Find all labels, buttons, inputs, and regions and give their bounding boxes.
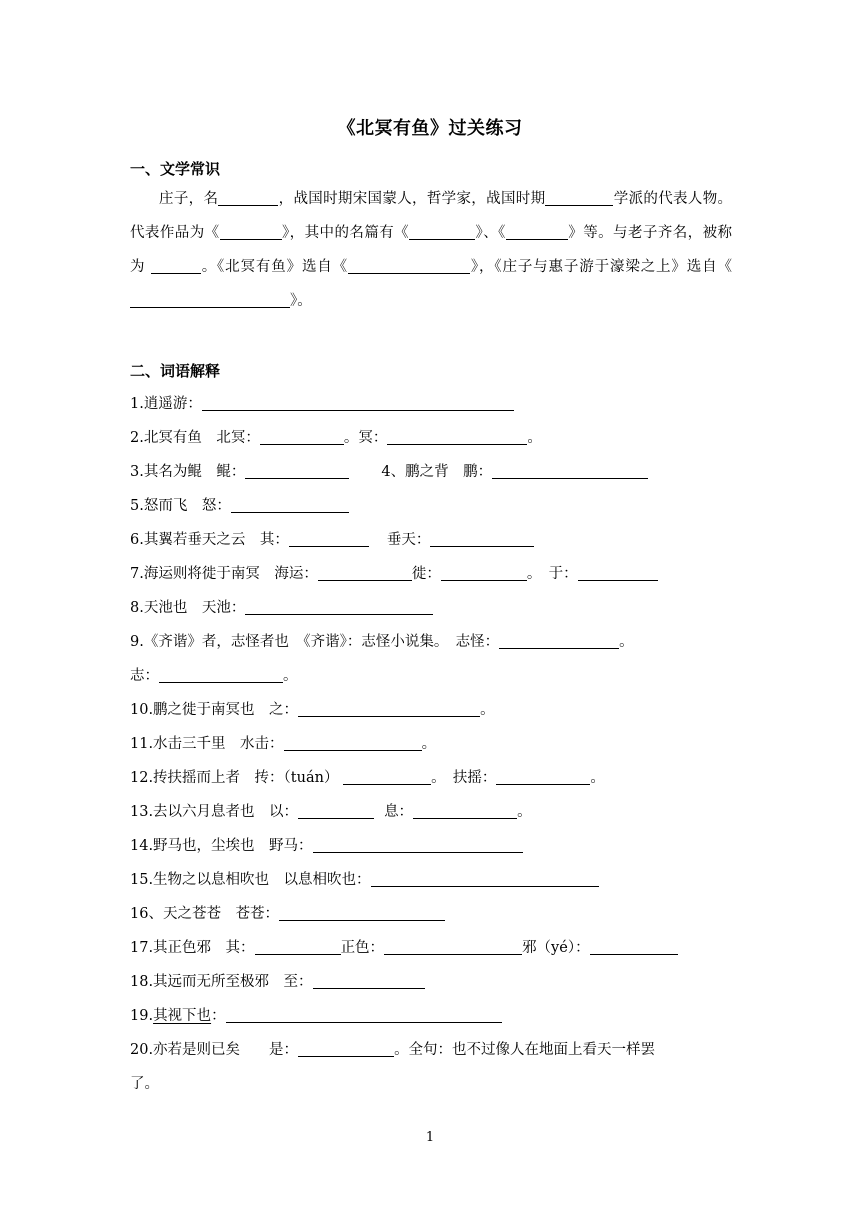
question-20-continued xyxy=(130,1074,159,1094)
question-1 xyxy=(130,394,514,414)
text: 庄子，名 xyxy=(159,191,219,207)
blank-field[interactable] xyxy=(506,223,568,240)
question-text: 。 xyxy=(480,702,495,718)
answer-blank[interactable] xyxy=(245,462,349,479)
text: 》，《庄 xyxy=(470,259,518,275)
question-text: 20.亦若是则已矣 是： xyxy=(130,1042,299,1058)
text: 》，其中的名篇有《 xyxy=(281,225,410,241)
answer-blank[interactable] xyxy=(318,564,412,581)
answer-blank[interactable] xyxy=(313,836,523,853)
answer-blank[interactable] xyxy=(387,428,527,445)
question-11 xyxy=(130,734,436,754)
answer-blank[interactable] xyxy=(298,700,480,717)
answer-blank[interactable] xyxy=(298,1040,394,1057)
blank-field[interactable] xyxy=(545,189,613,206)
question-text: 徙： xyxy=(411,566,441,582)
question-text: 18.其远而无所至极邪 至： xyxy=(130,974,313,990)
question-text: 5.怒而飞 怒： xyxy=(130,498,231,514)
answer-blank[interactable] xyxy=(159,666,283,683)
question-text-underlined: 其视下也 xyxy=(153,1008,212,1024)
answer-blank[interactable] xyxy=(279,904,445,921)
text: 等。与老子齐名，被称为 xyxy=(130,225,733,275)
page-number: 1 xyxy=(425,1130,435,1145)
question-text: 6.其翼若垂天之云 其： xyxy=(130,532,289,548)
answer-blank[interactable] xyxy=(430,530,534,547)
question-text: 。 xyxy=(421,736,437,752)
question-text: 10.鹏之徙于南冥也 之： xyxy=(130,702,299,718)
question-text: 16、天之苍苍 苍苍： xyxy=(130,906,279,922)
answer-blank[interactable] xyxy=(384,938,522,955)
question-8 xyxy=(130,598,433,618)
question-text: 。 xyxy=(283,668,298,684)
question-16 xyxy=(130,904,445,924)
text: ，战国时期宋国蒙人，哲学家，战国时期 xyxy=(278,191,546,207)
section-heading-vocabulary: 二、词语解释 xyxy=(130,362,221,380)
question-15 xyxy=(130,870,599,890)
question-text: 息： xyxy=(384,804,414,820)
section-heading-literature: 一、文学常识 xyxy=(130,160,221,178)
question-9-continued xyxy=(130,666,298,686)
text: 学派的 xyxy=(613,191,659,207)
answer-blank[interactable] xyxy=(496,768,590,785)
answer-blank[interactable] xyxy=(284,734,422,751)
question-text: 。全句：也不过像人在地面上看天一样罢 xyxy=(394,1042,656,1058)
answer-blank[interactable] xyxy=(313,972,425,989)
question-text: 志： xyxy=(130,668,159,684)
answer-blank[interactable] xyxy=(499,632,619,649)
question-text: 垂天： xyxy=(386,532,431,548)
text: 》。 xyxy=(290,293,312,309)
blank-field[interactable] xyxy=(151,257,201,274)
blank-field[interactable] xyxy=(130,291,290,308)
answer-blank[interactable] xyxy=(343,768,431,785)
question-7 xyxy=(130,564,658,584)
question-text: 1.逍遥游： xyxy=(130,396,202,412)
answer-blank[interactable] xyxy=(590,938,678,955)
question-text: 邪（yé）： xyxy=(522,940,590,956)
text: 。《北冥有鱼》选自《 xyxy=(200,259,349,275)
question-text: 。 xyxy=(619,634,634,650)
question-20 xyxy=(130,1040,655,1060)
question-text: 2.北冥有鱼 北冥： xyxy=(130,430,260,446)
text: 代表人物。代表作品为《 xyxy=(130,191,733,241)
answer-blank[interactable] xyxy=(371,870,599,887)
question-text: 。 xyxy=(527,430,542,446)
question-text: 11.水击三千里 水击： xyxy=(130,736,284,752)
blank-field[interactable] xyxy=(348,257,470,274)
text: 》 xyxy=(567,225,584,241)
answer-blank[interactable] xyxy=(202,394,514,411)
question-14 xyxy=(130,836,523,856)
blank-field[interactable] xyxy=(218,189,278,206)
answer-blank[interactable] xyxy=(413,802,517,819)
question-18 xyxy=(130,972,425,992)
answer-blank[interactable] xyxy=(260,428,344,445)
question-text: 。冥： xyxy=(343,430,388,446)
literature-paragraph xyxy=(130,182,732,318)
page-title: 《北冥有鱼》过关练习 xyxy=(337,118,523,139)
question-text: 14.野马也，尘埃也 野马： xyxy=(130,838,313,854)
question-12 xyxy=(130,768,605,788)
question-text: 。 xyxy=(590,770,605,786)
question-text: 3.其名为鲲 鲲： xyxy=(130,464,246,480)
answer-blank[interactable] xyxy=(492,462,648,479)
question-text: 7.海运则将徙于南冥 海运： xyxy=(130,566,318,582)
question-2 xyxy=(130,428,542,448)
text: 子与惠子游于濠梁之上》选自《 xyxy=(517,259,732,275)
question-text: 9.《齐谐》者，志怪者也 《齐谐》：志怪小说集。 志怪： xyxy=(130,634,500,650)
blank-field[interactable] xyxy=(409,223,475,240)
question-17 xyxy=(130,938,678,958)
question-text: 。 扶摇： xyxy=(431,770,497,786)
question-text: 了。 xyxy=(130,1076,159,1092)
question-text: 17.其正色邪 其： xyxy=(130,940,255,956)
question-9 xyxy=(130,632,634,652)
answer-blank[interactable] xyxy=(231,496,349,513)
question-text: 15.生物之以息相吹也 以息相吹也： xyxy=(130,872,371,888)
question-5 xyxy=(130,496,349,516)
question-text: 19. xyxy=(130,1008,154,1024)
question-text: ： xyxy=(211,1008,226,1024)
question-text: 。 xyxy=(517,804,532,820)
blank-field[interactable] xyxy=(220,223,282,240)
question-text: 4、鹏之背 鹏： xyxy=(381,464,493,480)
answer-blank[interactable] xyxy=(578,564,658,581)
text: 》、《 xyxy=(475,225,506,241)
question-13 xyxy=(130,802,532,822)
answer-blank[interactable] xyxy=(226,1006,502,1023)
question-6 xyxy=(130,530,534,550)
answer-blank[interactable] xyxy=(298,802,374,819)
answer-blank[interactable] xyxy=(245,598,433,615)
answer-blank[interactable] xyxy=(255,938,341,955)
question-text: 正色： xyxy=(340,940,385,956)
question-10 xyxy=(130,700,495,720)
question-3-4 xyxy=(130,462,648,482)
answer-blank[interactable] xyxy=(289,530,369,547)
question-text: 13.去以六月息者也 以： xyxy=(130,804,299,820)
question-text: 12.抟扶摇而上者 抟：（tuán） xyxy=(130,770,339,786)
question-19 xyxy=(130,1006,502,1026)
question-text: 8.天池也 天池： xyxy=(130,600,246,616)
answer-blank[interactable] xyxy=(441,564,527,581)
question-text: 。 于： xyxy=(526,566,578,582)
